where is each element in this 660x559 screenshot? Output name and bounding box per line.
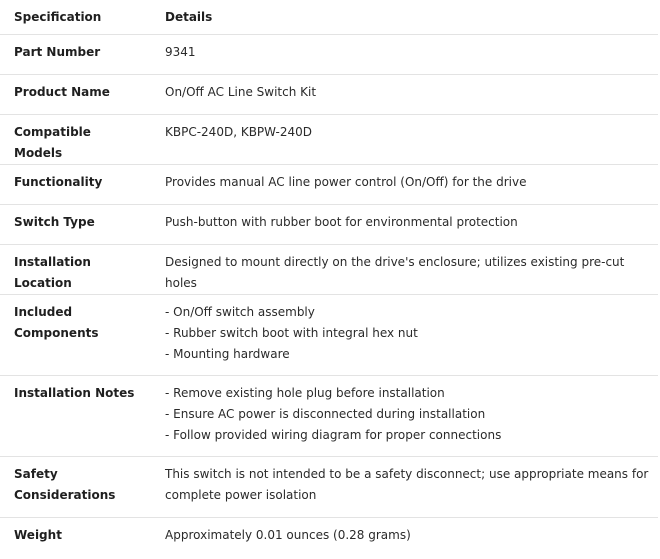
spec-value: Push-button with rubber boot for environmental protection (151, 205, 658, 245)
spec-label: Included Components (0, 295, 151, 376)
table-row (0, 75, 658, 115)
spec-value: KBPC-240D, KBPW-240D (151, 115, 658, 165)
table-row (0, 35, 658, 75)
table-row (0, 205, 658, 245)
spec-label: Switch Type (0, 205, 151, 245)
spec-value: 9341 (151, 35, 658, 75)
list-item: - Ensure AC power is disconnected during installation (165, 404, 650, 425)
list-item: - Remove existing hole plug before installation (165, 383, 650, 404)
spec-value: Approximately 0.01 ounces (0.28 grams) (151, 518, 658, 559)
table-row (0, 518, 658, 559)
spec-value (151, 295, 658, 376)
list-item: - Follow provided wiring diagram for proper connections (165, 425, 650, 446)
list-item: - Mounting hardware (165, 344, 650, 365)
spec-label: Compatible Models (0, 115, 151, 165)
spec-label: Installation Location (0, 245, 151, 295)
column-header-specification: Specification (0, 0, 151, 35)
spec-value: Provides manual AC line power control (On/Off) for the drive (151, 165, 658, 205)
list-item: - Rubber switch boot with integral hex nut (165, 323, 650, 344)
table-row (0, 295, 658, 376)
column-header-details: Details (151, 0, 658, 35)
spec-value (151, 376, 658, 457)
spec-label: Part Number (0, 35, 151, 75)
spec-label: Functionality (0, 165, 151, 205)
table-row (0, 376, 658, 457)
spec-label: Weight (0, 518, 151, 559)
table-row (0, 245, 658, 295)
spec-label: Product Name (0, 75, 151, 115)
table-row (0, 115, 658, 165)
spec-value: Designed to mount directly on the drive's enclosure; utilizes existing pre-cut holes (151, 245, 658, 295)
spec-label: Installation Notes (0, 376, 151, 457)
spec-label: Safety Considerations (0, 457, 151, 518)
spec-value: This switch is not intended to be a safety disconnect; use appropriate means for complete power isolation (151, 457, 658, 518)
table-row (0, 165, 658, 205)
spec-value: On/Off AC Line Switch Kit (151, 75, 658, 115)
table-row (0, 457, 658, 518)
table-header-row (0, 0, 658, 35)
list-item: - On/Off switch assembly (165, 302, 650, 323)
